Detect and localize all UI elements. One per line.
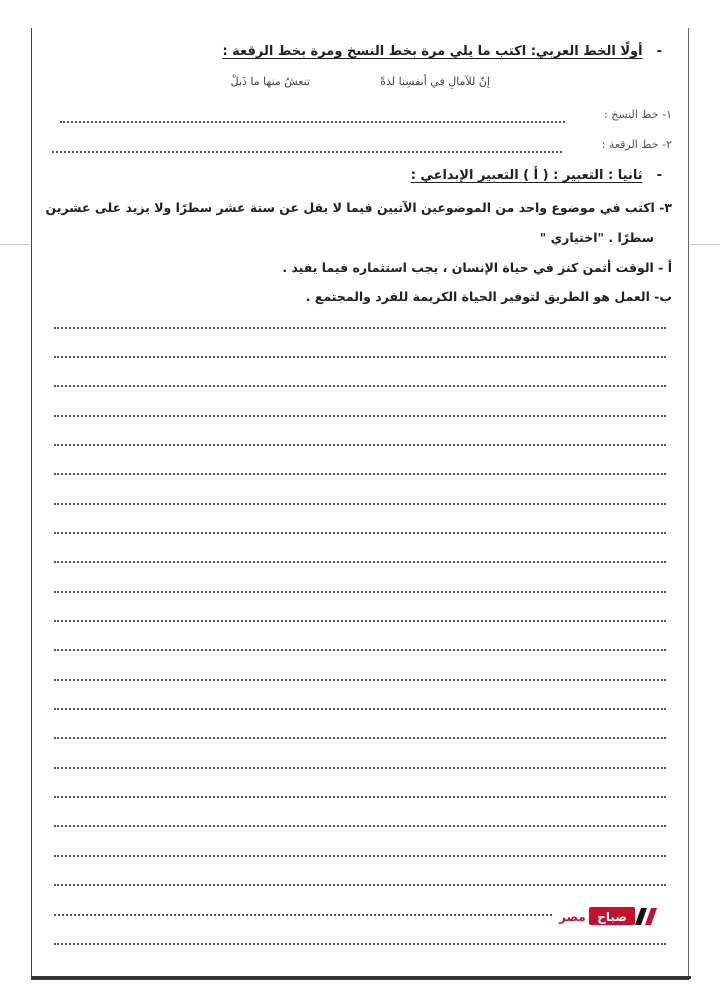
writing-line[interactable] bbox=[54, 591, 666, 593]
writing-line[interactable] bbox=[54, 356, 666, 358]
essay-instruction-line1: ٣- اكتب في موضوع واحد من الموضوعين الآتيين فيما لا يقل عن ستة عشر سطرًا ولا يزيد على عشرين bbox=[45, 200, 672, 215]
section2-heading: ثانيا : التعبير : ( أ ) التعبير الإبداعي : bbox=[410, 168, 643, 183]
writing-line[interactable] bbox=[54, 679, 666, 681]
writing-line[interactable] bbox=[54, 532, 666, 534]
writing-line[interactable] bbox=[54, 825, 666, 827]
ruqaa-label: ٢- خط الرقعة : bbox=[601, 138, 672, 151]
writing-line[interactable] bbox=[54, 737, 666, 739]
writing-line[interactable] bbox=[54, 884, 666, 886]
page-border-bottom bbox=[31, 976, 691, 979]
writing-line[interactable] bbox=[54, 914, 552, 916]
bullet-dash: - bbox=[656, 168, 662, 183]
writing-line[interactable] bbox=[54, 649, 666, 651]
writing-line[interactable] bbox=[54, 855, 666, 857]
writing-line[interactable] bbox=[54, 503, 666, 505]
scan-mark-right bbox=[690, 244, 720, 245]
logo-slash-dark bbox=[635, 908, 647, 925]
watermark-logo bbox=[555, 904, 665, 928]
writing-line[interactable] bbox=[54, 327, 666, 329]
naskh-label: ١- خط النسخ : bbox=[604, 108, 672, 121]
writing-line[interactable] bbox=[54, 943, 666, 945]
essay-instruction-line2: سطرًا . "اختياري " bbox=[539, 230, 654, 245]
watermark-logo-graphic bbox=[555, 904, 665, 928]
essay-topic-a: أ - الوقت أثمن كنز في حياة الإنسان ، يجب استثماره فيما يفيد . bbox=[282, 260, 672, 275]
logo-slash-red bbox=[645, 908, 657, 925]
verse-second-hemistich: تنعشُ منها ما ذَبلْ bbox=[230, 75, 310, 88]
writing-line[interactable] bbox=[54, 385, 666, 387]
watermark-brand-part2: مصر bbox=[559, 910, 586, 924]
writing-line[interactable] bbox=[54, 415, 666, 417]
watermark-brand-part1: صباح bbox=[597, 910, 627, 924]
verse-first-hemistich: إنّ للآمالِ في أنفسِنا لذةً bbox=[380, 75, 490, 88]
naskh-answer-line[interactable] bbox=[60, 121, 565, 123]
bullet-dash: - bbox=[656, 44, 662, 59]
writing-line[interactable] bbox=[54, 561, 666, 563]
writing-line[interactable] bbox=[54, 620, 666, 622]
writing-line[interactable] bbox=[54, 708, 666, 710]
writing-line[interactable] bbox=[54, 796, 666, 798]
writing-line[interactable] bbox=[54, 473, 666, 475]
section1-heading: أولًا الخط العربي: اكتب ما يلي مرة بخط النسخ ومرة بخط الرقعة : bbox=[222, 44, 643, 59]
writing-line[interactable] bbox=[54, 444, 666, 446]
ruqaa-answer-line[interactable] bbox=[52, 151, 562, 153]
essay-topic-b: ب- العمل هو الطريق لتوفير الحياة الكريمة للفرد والمجتمع . bbox=[305, 289, 672, 304]
section2-heading-row bbox=[411, 168, 662, 183]
writing-line[interactable] bbox=[54, 767, 666, 769]
page-border-right bbox=[688, 28, 689, 978]
section1-heading-row bbox=[222, 44, 662, 59]
scan-mark-left bbox=[0, 244, 30, 245]
